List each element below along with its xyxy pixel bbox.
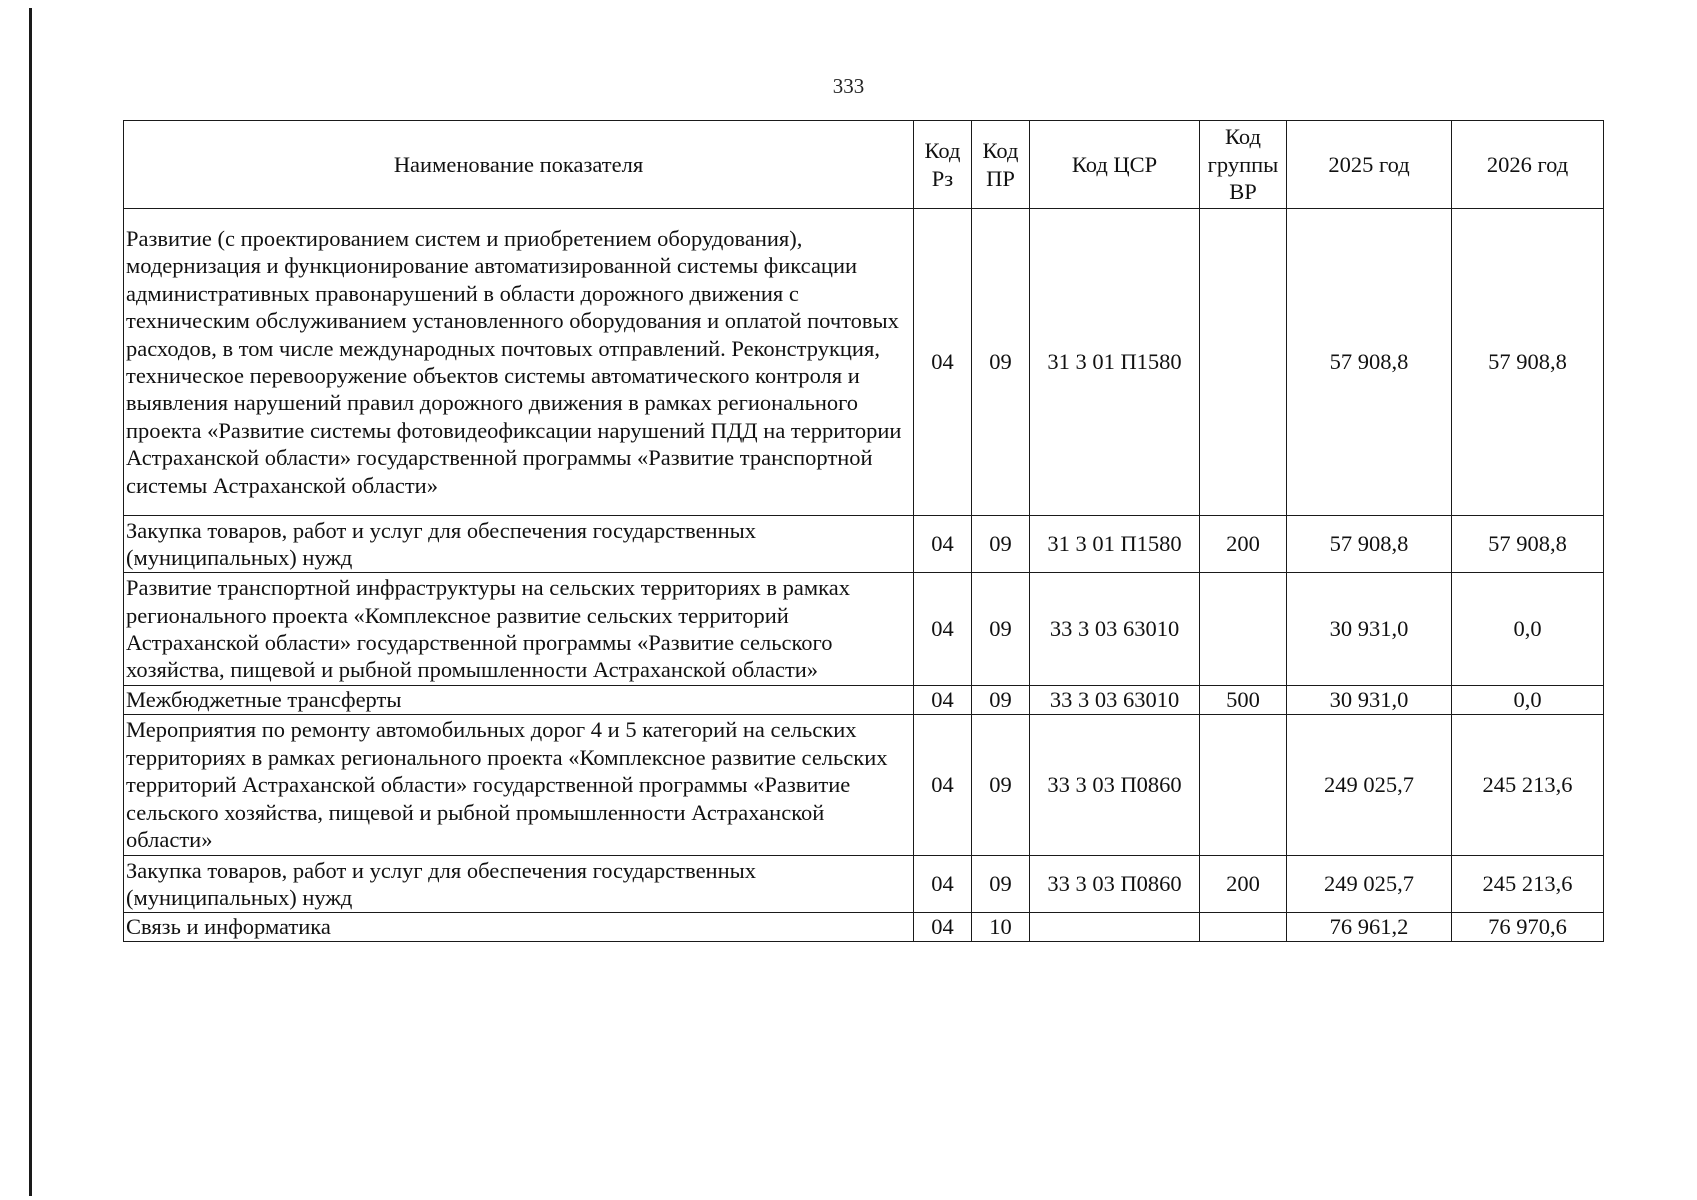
row-pr: 09 [972,715,1030,856]
row-vr [1200,573,1287,686]
row-rz: 04 [914,715,972,856]
row-2026: 0,0 [1452,686,1604,715]
row-2025: 30 931,0 [1287,573,1452,686]
row-2025: 57 908,8 [1287,209,1452,516]
row-rz: 04 [914,856,972,913]
table-header-row [124,121,1604,209]
row-csr [1030,913,1200,942]
header-2026: 2026 год [1452,121,1604,209]
row-2025: 76 961,2 [1287,913,1452,942]
row-name: Связь и информатика [124,913,914,942]
budget-table [123,120,1604,942]
row-csr: 33 3 03 П0860 [1030,856,1200,913]
row-2026: 57 908,8 [1452,516,1604,573]
table-row [124,686,1604,715]
row-vr: 200 [1200,516,1287,573]
row-rz: 04 [914,913,972,942]
table-row [124,715,1604,856]
row-2026: 245 213,6 [1452,856,1604,913]
row-pr: 09 [972,516,1030,573]
row-csr: 33 3 03 63010 [1030,573,1200,686]
header-2025: 2025 год [1287,121,1452,209]
row-pr: 09 [972,209,1030,516]
table-row [124,516,1604,573]
row-2025: 30 931,0 [1287,686,1452,715]
table-row [124,856,1604,913]
row-name: Развитие (с проектированием систем и приобретением оборудования), модернизация и функционирование автоматизированной системы фиксации административных правонарушений в области дорожного движения с техническим обслуживанием установленного оборудования и оплатой почтовых расходов, в том числе международных почтовых отправлений. Реконструкция, техническое перевооружение объектов системы автоматического контроля и выявления нарушений правил дорожного движения в рамках регионального проекта «Развитие системы фотовидеофиксации нарушений ПДД на территории Астраханской области» государственной программы «Развитие транспортной системы Астраханской области» [124,209,914,516]
row-pr: 09 [972,573,1030,686]
row-name: Закупка товаров, работ и услуг для обеспечения государственных (муниципальных) нужд [124,856,914,913]
row-name: Мероприятия по ремонту автомобильных дорог 4 и 5 категорий на сельских территориях в рамках регионального проекта «Комплексное развитие сельских территорий Астраханской области» государственной программы «Развитие сельского хозяйства, пищевой и рыбной промышленности Астраханской области» [124,715,914,856]
row-2025: 249 025,7 [1287,856,1452,913]
row-name: Развитие транспортной инфраструктуры на сельских территориях в рамках регионального проекта «Комплексное развитие сельских территорий Астраханской области» государственной программы «Развитие сельского хозяйства, пищевой и рыбной промышленности Астраханской области» [124,573,914,686]
row-2025: 57 908,8 [1287,516,1452,573]
table-row [124,209,1604,516]
page-number: 333 [832,74,865,98]
row-vr: 500 [1200,686,1287,715]
row-2026: 0,0 [1452,573,1604,686]
row-2026: 245 213,6 [1452,715,1604,856]
header-vr: Код группы ВР [1200,121,1287,209]
header-name: Наименование показателя [124,121,914,209]
table-row [124,573,1604,686]
binding-margin-line [29,8,32,1196]
row-csr: 31 3 01 П1580 [1030,209,1200,516]
row-csr: 33 3 03 П0860 [1030,715,1200,856]
row-csr: 31 3 01 П1580 [1030,516,1200,573]
row-rz: 04 [914,573,972,686]
row-csr: 33 3 03 63010 [1030,686,1200,715]
header-pr: Код ПР [972,121,1030,209]
row-pr: 09 [972,686,1030,715]
row-2026: 76 970,6 [1452,913,1604,942]
row-2026: 57 908,8 [1452,209,1604,516]
row-rz: 04 [914,686,972,715]
row-rz: 04 [914,209,972,516]
header-csr: Код ЦСР [1030,121,1200,209]
row-2025: 249 025,7 [1287,715,1452,856]
row-name: Закупка товаров, работ и услуг для обеспечения государственных (муниципальных) нужд [124,516,914,573]
row-rz: 04 [914,516,972,573]
row-vr: 200 [1200,856,1287,913]
row-vr [1200,715,1287,856]
row-pr: 10 [972,913,1030,942]
row-vr [1200,913,1287,942]
row-name: Межбюджетные трансферты [124,686,914,715]
row-pr: 09 [972,856,1030,913]
table-row [124,913,1604,942]
header-rz: Код Рз [914,121,972,209]
row-vr [1200,209,1287,516]
